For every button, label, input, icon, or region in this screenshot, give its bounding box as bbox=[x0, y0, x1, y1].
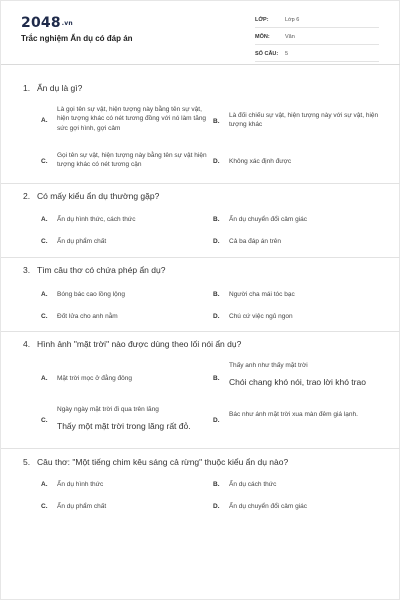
logo-text: 2048 bbox=[21, 15, 61, 31]
option-letter: B. bbox=[213, 216, 220, 223]
option-text: Bác như ánh mặt trời xua màn đêm giá lạnh. bbox=[229, 411, 358, 418]
q5-option-b[interactable] bbox=[213, 480, 381, 489]
option-text: Người cha mái tóc bạc bbox=[229, 291, 295, 298]
option-letter: D. bbox=[213, 238, 220, 245]
question-text: Hình ảnh "mặt trời" nào được dùng theo lối nói ẩn dụ? bbox=[37, 339, 242, 349]
meta-value: 5 bbox=[285, 51, 289, 57]
option-text: Cả ba đáp án trên bbox=[229, 238, 282, 245]
option-text-line-1: Ngày ngày mặt trời đi qua trên lăng bbox=[57, 406, 159, 413]
meta-label: SỐ CÂU: bbox=[255, 51, 279, 57]
q1-option-c[interactable] bbox=[41, 151, 213, 170]
question-5-stem bbox=[23, 457, 288, 467]
option-letter: A. bbox=[41, 291, 48, 298]
option-text: Ẩn dụ hình thức bbox=[57, 481, 104, 488]
option-letter: D. bbox=[213, 417, 220, 424]
option-letter: A. bbox=[41, 117, 48, 124]
question-number: 3. bbox=[23, 265, 31, 275]
option-text: Mặt trời mọc ở đằng đông bbox=[57, 375, 133, 382]
question-text: Có mấy kiểu ẩn dụ thường gặp? bbox=[37, 191, 160, 201]
quiz-meta bbox=[255, 13, 379, 64]
q3-option-b[interactable] bbox=[213, 290, 381, 299]
question-3-stem bbox=[23, 265, 165, 275]
question-4-stem bbox=[23, 339, 241, 349]
option-text-line-1: Thấy anh như thấy mặt trời bbox=[229, 362, 308, 369]
option-letter: B. bbox=[213, 375, 220, 382]
logo-suffix: .vn bbox=[61, 20, 73, 27]
question-divider bbox=[1, 448, 400, 449]
option-text: Ẩn dụ hình thức, cách thức bbox=[57, 216, 136, 223]
header-divider bbox=[1, 64, 400, 65]
option-letter: C. bbox=[41, 417, 48, 424]
q2-option-a[interactable] bbox=[41, 215, 213, 224]
q4-option-a[interactable] bbox=[41, 374, 213, 383]
q5-option-c[interactable] bbox=[41, 502, 213, 511]
q1-option-d[interactable] bbox=[213, 157, 381, 166]
q2-option-c[interactable] bbox=[41, 237, 213, 246]
option-text: Ẩn dụ chuyển đổi cảm giác bbox=[229, 216, 308, 223]
option-letter: B. bbox=[213, 481, 220, 488]
option-letter: B. bbox=[213, 291, 220, 298]
option-text: Ẩn dụ chuyển đổi cảm giác bbox=[229, 503, 308, 510]
question-divider bbox=[1, 331, 400, 332]
option-text: Ẩn dụ phẩm chất bbox=[57, 238, 107, 245]
question-number: 2. bbox=[23, 191, 31, 201]
meta-label: MÔN: bbox=[255, 34, 270, 40]
q5-option-d[interactable] bbox=[213, 502, 381, 511]
option-text: Ẩn dụ cách thức bbox=[229, 481, 277, 488]
option-text: Đốt lửa cho anh nằm bbox=[57, 313, 118, 320]
question-number: 1. bbox=[23, 83, 31, 93]
question-number: 4. bbox=[23, 339, 31, 349]
question-text: Tìm câu thơ có chứa phép ẩn dụ? bbox=[37, 265, 166, 275]
meta-row-grade bbox=[255, 13, 379, 28]
option-letter: C. bbox=[41, 158, 48, 165]
option-letter: D. bbox=[213, 158, 220, 165]
question-text: Ẩn dụ là gì? bbox=[37, 83, 83, 93]
question-number: 5. bbox=[23, 457, 31, 467]
option-text: Ẩn dụ phẩm chất bbox=[57, 503, 107, 510]
q2-option-d[interactable] bbox=[213, 237, 381, 246]
option-letter: A. bbox=[41, 216, 48, 223]
option-text: Là đối chiếu sự vật, hiện tượng này với sự vật, hiện tượng khác bbox=[229, 112, 379, 129]
option-text-line-2: Thấy một mặt trời trong lăng rất đỏ. bbox=[57, 421, 191, 432]
q3-option-d[interactable] bbox=[213, 312, 381, 321]
site-logo[interactable] bbox=[21, 15, 73, 31]
meta-row-subject bbox=[255, 30, 379, 45]
page-title: Trắc nghiệm Ẩn dụ có đáp án bbox=[21, 34, 133, 43]
option-text: Bóng bác cao lồng lộng bbox=[57, 291, 125, 298]
meta-value: Lớp 6 bbox=[285, 17, 300, 23]
q2-option-b[interactable] bbox=[213, 215, 381, 224]
option-text: Gọi tên sự vật, hiện tượng này bằng tên sự vật hiện tượng khác có nét tương cận bbox=[57, 152, 207, 169]
meta-label: LỚP: bbox=[255, 17, 269, 23]
q5-option-a[interactable] bbox=[41, 480, 213, 489]
q4-option-c[interactable] bbox=[41, 405, 213, 433]
q1-option-a[interactable] bbox=[41, 105, 213, 133]
question-2-stem bbox=[23, 191, 159, 201]
question-divider bbox=[1, 183, 400, 184]
q3-option-c[interactable] bbox=[41, 312, 213, 321]
option-letter: D. bbox=[213, 503, 220, 510]
option-letter: A. bbox=[41, 375, 48, 382]
q4-option-b[interactable] bbox=[213, 361, 381, 389]
option-letter: A. bbox=[41, 481, 48, 488]
option-text: Không xác định được bbox=[229, 158, 292, 165]
q1-option-b[interactable] bbox=[213, 111, 381, 130]
option-text: Là gọi tên sự vật, hiện tượng này bằng tên sự vật, hiện tượng khác có nét tương đồng với nó làm tăng sức gợi hình, gợi cảm bbox=[57, 106, 207, 132]
question-text: Câu thơ: "Một tiếng chim kêu sáng cả rừng" thuộc kiểu ẩn dụ nào? bbox=[37, 457, 289, 467]
option-letter: C. bbox=[41, 503, 48, 510]
question-1-stem bbox=[23, 83, 82, 93]
meta-value: Văn bbox=[285, 34, 295, 40]
option-text-line-2: Chói chang khó nói, trao lời khó trao bbox=[229, 377, 366, 388]
meta-row-count bbox=[255, 47, 379, 62]
option-text: Chú cứ việc ngủ ngon bbox=[229, 313, 293, 320]
option-letter: C. bbox=[41, 238, 48, 245]
q3-option-a[interactable] bbox=[41, 290, 213, 299]
question-divider bbox=[1, 257, 400, 258]
option-letter: B. bbox=[213, 118, 220, 125]
option-letter: D. bbox=[213, 313, 220, 320]
option-letter: C. bbox=[41, 313, 48, 320]
q4-option-d[interactable] bbox=[213, 410, 381, 424]
